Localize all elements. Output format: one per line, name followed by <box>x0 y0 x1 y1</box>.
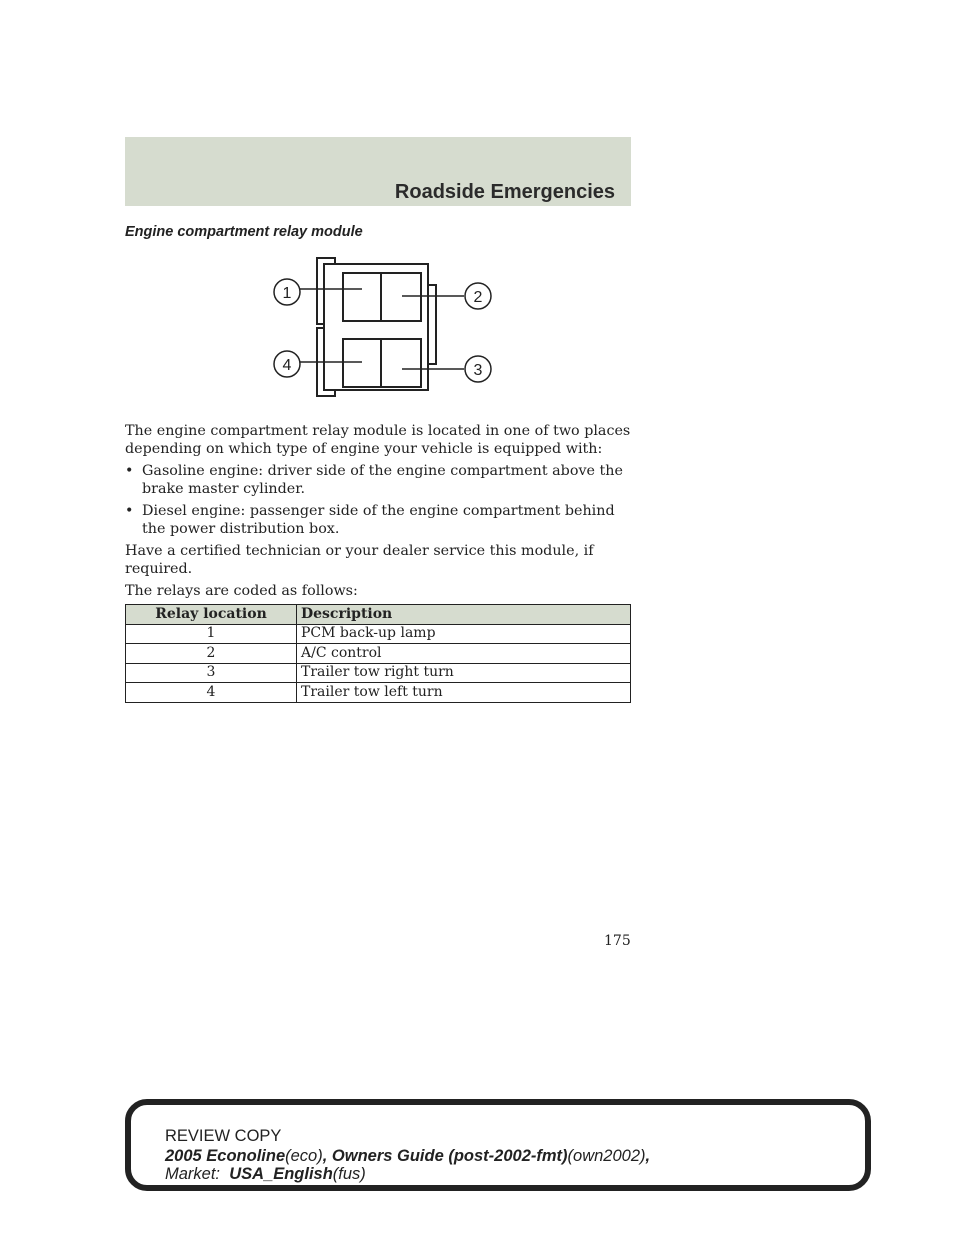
section-title: Engine compartment relay module <box>125 224 363 240</box>
relay-location-cell: 2 <box>126 644 297 664</box>
relay-description-cell: Trailer tow left turn <box>297 683 631 703</box>
footer-guide: , Owners Guide (post-2002-fmt) <box>322 1147 568 1165</box>
footer-review-copy: REVIEW COPY <box>165 1127 282 1145</box>
callout-1-label: 1 <box>282 285 292 302</box>
bullet-symbol: • <box>125 503 134 519</box>
bullet-text: Gasoline engine: driver side of the engine compartment above the brake master cylinder. <box>142 463 623 497</box>
module-right-bracket <box>428 285 436 364</box>
column-header-description: Description <box>297 605 631 625</box>
callout-4-label: 4 <box>282 357 292 374</box>
footer-market-code: (fus) <box>332 1165 366 1183</box>
footer-market: USA_English <box>229 1165 333 1183</box>
table-row <box>126 683 631 703</box>
relay-location-cell: 4 <box>126 683 297 703</box>
footer-document-line <box>165 1147 650 1166</box>
table-row <box>126 644 631 664</box>
service-note: Have a certified technician or your dealer service this module, if required. <box>125 543 594 577</box>
relay-description-cell: Trailer tow right turn <box>297 663 631 683</box>
bullet-symbol: • <box>125 463 134 479</box>
review-copy-footer <box>125 1099 871 1191</box>
relay-table <box>125 604 631 703</box>
intro-paragraph: The engine compartment relay module is located in one of two places depending on which type of engine your vehicle is equipped with: <box>125 423 631 457</box>
table-header-row <box>126 605 631 625</box>
footer-guide-code: (own2002) <box>567 1147 646 1165</box>
footer-market-line <box>165 1165 366 1184</box>
footer-model-code: (eco) <box>285 1147 323 1165</box>
table-intro: The relays are coded as follows: <box>125 583 358 599</box>
relay-description-cell: A/C control <box>297 644 631 664</box>
table-row <box>126 663 631 683</box>
column-header-location: Relay location <box>126 605 297 625</box>
relay-module-diagram <box>262 252 502 402</box>
chapter-title: Roadside Emergencies <box>394 181 615 203</box>
table-row <box>126 624 631 644</box>
bullet-text: Diesel engine: passenger side of the engine compartment behind the power distribution box. <box>142 503 615 537</box>
footer-comma: , <box>645 1147 651 1165</box>
callout-3-label: 3 <box>473 362 483 379</box>
section-header-band <box>125 137 631 206</box>
footer-model: 2005 Econoline <box>165 1147 286 1165</box>
relay-location-cell: 1 <box>126 624 297 644</box>
callout-2-label: 2 <box>473 289 483 306</box>
footer-market-label: Market: <box>165 1165 221 1183</box>
page-number: 175 <box>604 933 631 949</box>
relay-description-cell: PCM back-up lamp <box>297 624 631 644</box>
relay-location-cell: 3 <box>126 663 297 683</box>
